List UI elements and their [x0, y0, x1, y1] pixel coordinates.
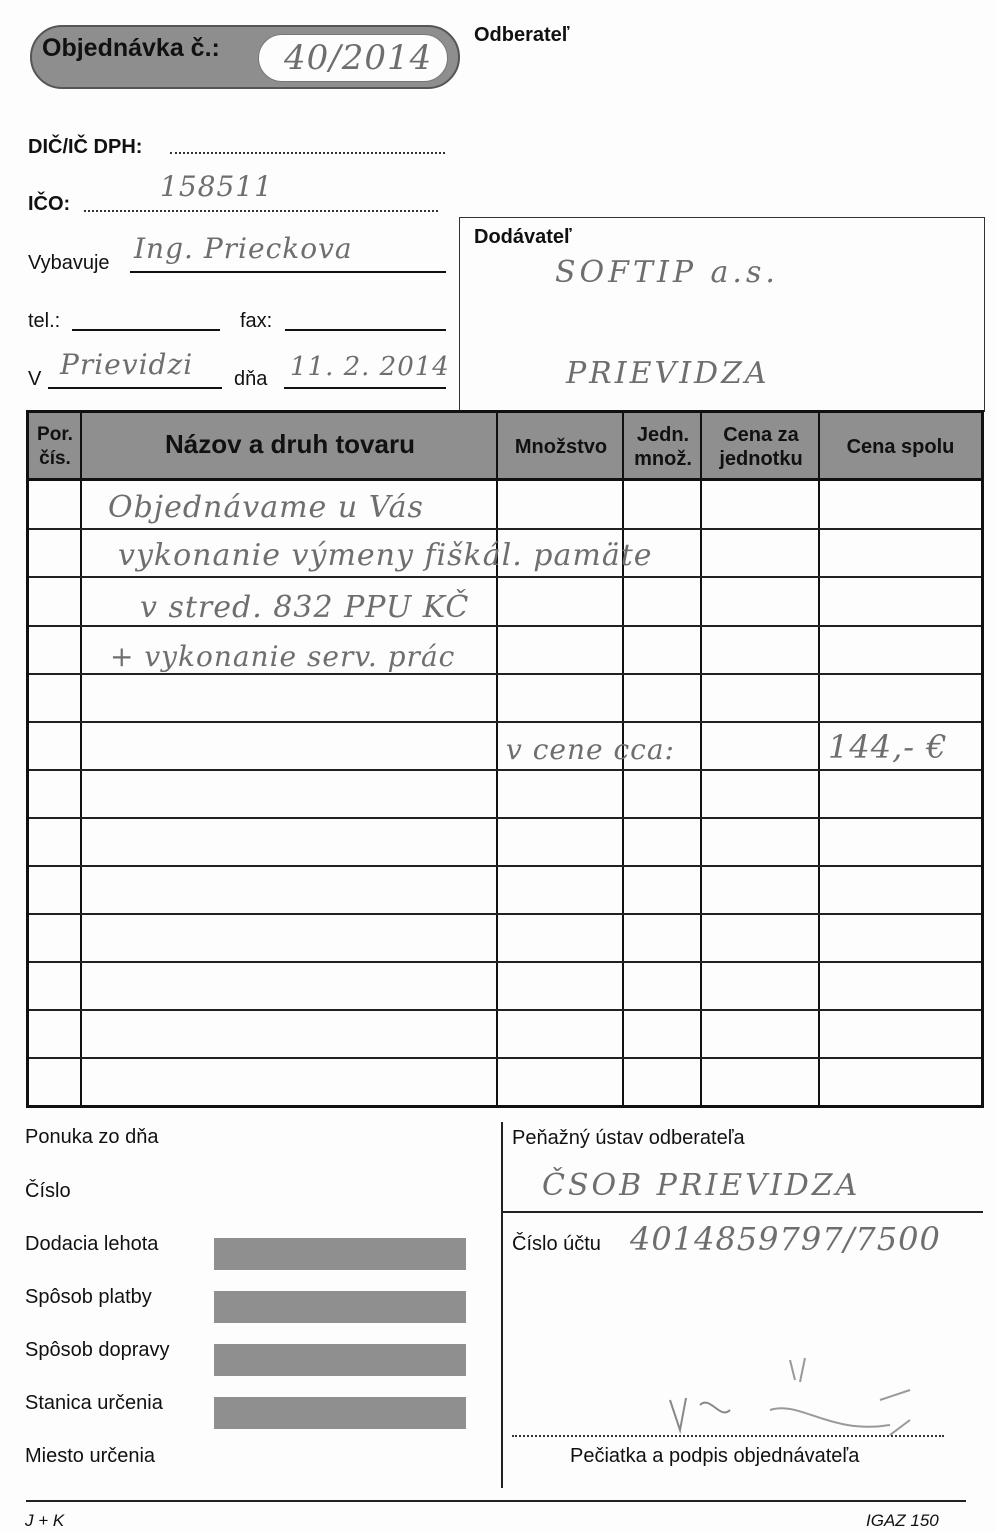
- delivery-term-label: Dodacia lehota: [25, 1233, 159, 1255]
- row-divider: [29, 817, 981, 819]
- bottom-divider: [501, 1122, 503, 1488]
- header-total-price: Cena spolu: [846, 436, 955, 458]
- handled-by-label: Vybavuje: [28, 252, 110, 274]
- row-divider: [29, 1057, 981, 1059]
- footer-form-code: IGAZ 150: [866, 1511, 939, 1530]
- footer-line: [26, 1500, 966, 1502]
- bank-value: ČSOB PRIEVIDZA: [542, 1168, 861, 1203]
- row-divider: [29, 769, 981, 771]
- row-divider: [29, 576, 981, 578]
- fax-label: fax:: [240, 310, 273, 332]
- date-value: 11. 2. 2014: [290, 352, 450, 382]
- payment-method-field: [214, 1291, 466, 1323]
- signature: [650, 1340, 950, 1440]
- destination-station-field: [214, 1397, 466, 1429]
- header-item-name: Názov a druh tovaru: [165, 429, 415, 459]
- supplier-city: PRIEVIDZA: [566, 356, 770, 391]
- ico-value: 158511: [160, 170, 273, 203]
- destination-place-label: Miesto určenia: [25, 1445, 156, 1467]
- dic-label: DIČ/IČ DPH:: [28, 136, 143, 158]
- ico-label: IČO:: [28, 193, 71, 215]
- supplier-label: Dodávateľ: [474, 226, 572, 248]
- price-value: 144,- €: [828, 728, 948, 766]
- dic-field: [170, 152, 445, 154]
- header-quantity: Množstvo: [514, 436, 608, 458]
- footer-left: J + K: [25, 1511, 65, 1530]
- bank-label: Peňažný ústav odberateľa: [512, 1127, 745, 1149]
- item-line: Objednávame u Vás: [108, 490, 424, 525]
- handled-by-value: Ing. Prieckova: [134, 232, 353, 265]
- column-divider: [496, 413, 498, 1105]
- row-divider: [29, 865, 981, 867]
- row-divider: [29, 1009, 981, 1011]
- header-number: Por. čís.: [37, 424, 73, 469]
- transport-method-field: [214, 1344, 466, 1376]
- row-divider: [29, 528, 981, 530]
- order-number-label: Objednávka č.:: [42, 34, 220, 62]
- row-divider: [29, 913, 981, 915]
- bank-divider: [503, 1211, 983, 1213]
- destination-station-label: Stanica určenia: [25, 1392, 163, 1414]
- ico-field: [84, 210, 438, 212]
- column-divider: [700, 413, 702, 1105]
- row-divider: [29, 673, 981, 675]
- offer-date-label: Ponuka zo dňa: [25, 1126, 159, 1148]
- handled-by-field: [130, 271, 446, 273]
- item-line: v stred. 832 PPU KČ: [140, 590, 470, 625]
- account-value: 4014859797/7500: [630, 1220, 941, 1258]
- tel-label: tel.:: [28, 310, 61, 332]
- item-line: vykonanie výmeny fiškál. pamäte: [118, 538, 653, 573]
- row-divider: [29, 625, 981, 627]
- order-number-value: 40/2014: [284, 38, 433, 78]
- tel-field: [72, 329, 220, 331]
- payment-method-label: Spôsob platby: [25, 1286, 152, 1308]
- stamp-signature-line: [512, 1435, 944, 1437]
- date-field: [284, 387, 446, 389]
- delivery-term-field: [214, 1238, 466, 1270]
- customer-label: Odberateľ: [474, 24, 570, 46]
- row-divider: [29, 721, 981, 723]
- fax-field: [285, 329, 446, 331]
- account-label: Číslo účtu: [512, 1233, 601, 1255]
- item-line: + vykonanie serv. prác: [110, 640, 456, 673]
- stamp-label: Pečiatka a podpis objednávateľa: [570, 1445, 860, 1467]
- header-unit-price: Cena za jednotku: [719, 424, 803, 470]
- row-divider: [29, 961, 981, 963]
- place-label: V: [28, 368, 42, 390]
- place-field: [48, 387, 222, 389]
- header-unit: Jedn. množ.: [634, 424, 692, 470]
- column-divider: [818, 413, 820, 1105]
- transport-method-label: Spôsob dopravy: [25, 1339, 170, 1361]
- date-label: dňa: [234, 368, 268, 390]
- column-divider: [80, 413, 82, 1105]
- price-note: v cene cca:: [506, 733, 675, 766]
- supplier-name: SOFTIP a.s.: [555, 255, 779, 290]
- place-value: Prievidzi: [60, 348, 194, 381]
- number-label: Číslo: [25, 1180, 71, 1202]
